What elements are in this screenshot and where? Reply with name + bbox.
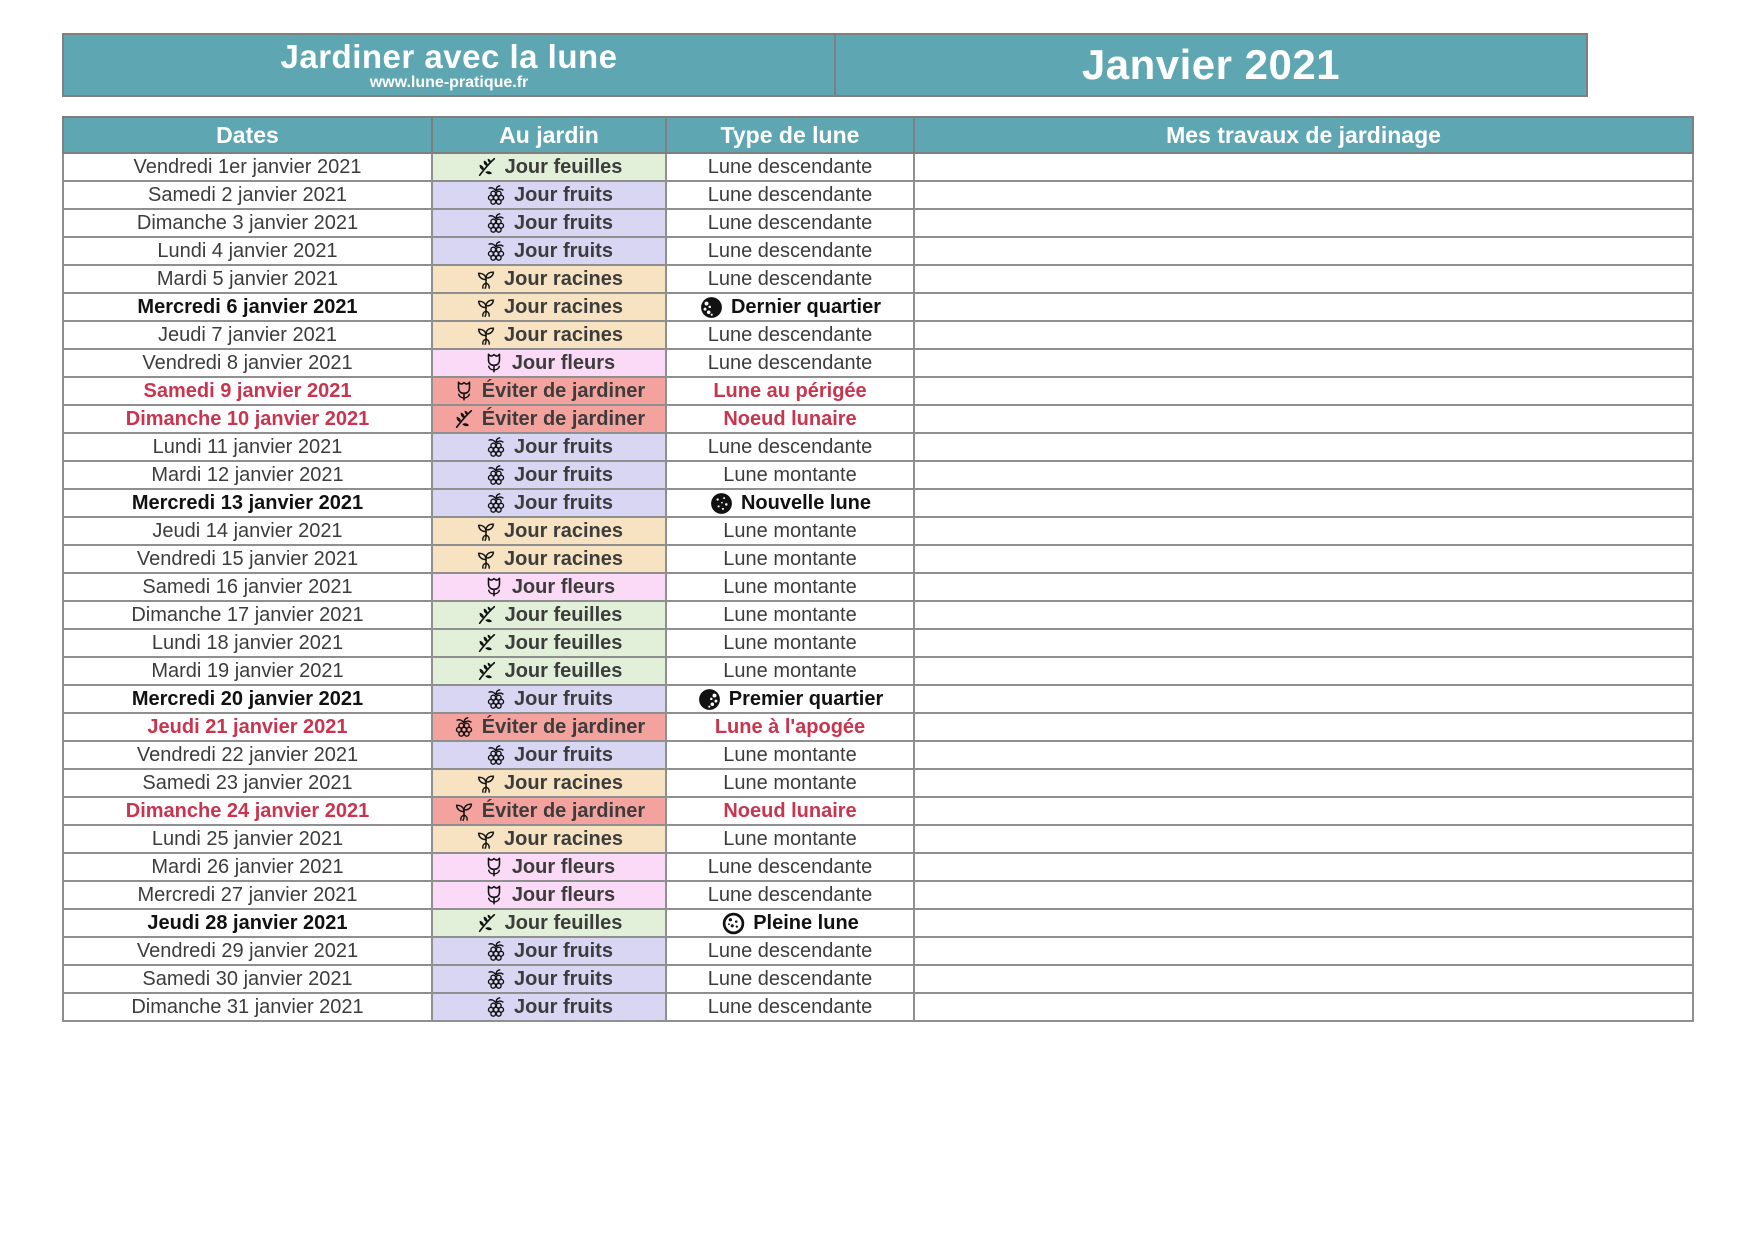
table-row [63,825,1693,853]
moon-type-cell [666,909,914,937]
berry-icon [485,436,507,458]
tulip-icon [453,380,475,402]
table-row [63,181,1693,209]
full-moon-icon [721,911,746,936]
garden-day-cell [432,741,666,769]
date-cell: Dimanche 17 janvier 2021 [63,601,432,629]
table-row [63,881,1693,909]
table-row [63,265,1693,293]
date-cell: Mardi 19 janvier 2021 [63,657,432,685]
garden-day-cell [432,713,666,741]
garden-day-cell [432,853,666,881]
moon-type-label: Lune montante [723,575,857,598]
moon-type-cell [666,769,914,797]
sprout-icon [475,548,497,570]
column-header-dates: Dates [63,117,432,153]
date-cell: Lundi 25 janvier 2021 [63,825,432,853]
moon-type-cell [666,321,914,349]
date-cell: Lundi 11 janvier 2021 [63,433,432,461]
garden-day-label: Jour fruits [514,491,613,514]
tulip-icon [483,884,505,906]
moon-type-cell [666,797,914,825]
garden-day-cell [432,293,666,321]
date-cell: Samedi 2 janvier 2021 [63,181,432,209]
garden-day-label: Jour feuilles [504,603,623,626]
moon-type-cell [666,293,914,321]
month-title: Janvier 2021 [1081,41,1341,88]
garden-day-label: Jour fruits [514,183,613,206]
moon-type-label: Lune à l'apogée [714,715,866,738]
notes-cell [914,293,1693,321]
notes-cell [914,741,1693,769]
garden-day-label: Jour fruits [514,939,613,962]
table-row [63,713,1693,741]
moon-type-cell [666,377,914,405]
garden-day-cell [432,433,666,461]
leaf-icon [476,660,498,682]
moon-type-cell [666,573,914,601]
notes-cell [914,321,1693,349]
moon-type-label: Lune montante [723,631,857,654]
leaf-icon [476,156,498,178]
date-cell: Lundi 18 janvier 2021 [63,629,432,657]
date-cell: Jeudi 28 janvier 2021 [63,909,432,937]
table-row [63,517,1693,545]
notes-cell [914,825,1693,853]
berry-icon [485,688,507,710]
moon-type-cell [666,405,914,433]
garden-day-label: Éviter de jardiner [481,799,646,822]
garden-day-label: Jour fruits [514,687,613,710]
date-cell: Samedi 23 janvier 2021 [63,769,432,797]
moon-type-cell [666,601,914,629]
table-row [63,993,1693,1021]
notes-cell [914,433,1693,461]
moon-type-label: Lune montante [723,463,857,486]
sprout-icon [475,828,497,850]
date-cell: Jeudi 14 janvier 2021 [63,517,432,545]
page-title: Jardiner avec la lune [280,37,618,75]
moon-type-cell [666,545,914,573]
moon-type-cell [666,629,914,657]
notes-cell [914,545,1693,573]
date-cell: Vendredi 8 janvier 2021 [63,349,432,377]
sprout-icon [475,296,497,318]
moon-type-label: Lune montante [723,827,857,850]
moon-type-label: Lune descendante [707,267,873,290]
column-header-au-jardin: Au jardin [432,117,666,153]
notes-cell [914,965,1693,993]
moon-type-cell [666,517,914,545]
moon-type-cell [666,965,914,993]
berry-icon [485,940,507,962]
sprout-icon [453,800,475,822]
table-row [63,853,1693,881]
table-row [63,349,1693,377]
garden-day-label: Jour fruits [514,463,613,486]
table-row [63,657,1693,685]
last-quarter-moon-icon [699,295,724,320]
moon-type-cell [666,181,914,209]
table-row [63,797,1693,825]
table-row [63,741,1693,769]
notes-cell [914,377,1693,405]
garden-day-cell [432,629,666,657]
garden-day-cell [432,377,666,405]
garden-day-cell [432,937,666,965]
garden-day-cell [432,797,666,825]
berry-icon [485,464,507,486]
date-cell: Lundi 4 janvier 2021 [63,237,432,265]
table-row [63,545,1693,573]
moon-type-cell [666,153,914,181]
garden-day-label: Jour fleurs [511,883,616,906]
garden-day-label: Jour feuilles [504,631,623,654]
tulip-icon [483,576,505,598]
notes-cell [914,181,1693,209]
date-cell: Vendredi 15 janvier 2021 [63,545,432,573]
moon-type-label: Dernier quartier [730,295,882,318]
garden-day-label: Jour racines [504,827,623,850]
garden-day-label: Jour fleurs [511,575,616,598]
moon-type-label: Lune montante [723,547,857,570]
moon-type-cell [666,825,914,853]
date-cell: Jeudi 21 janvier 2021 [63,713,432,741]
notes-cell [914,657,1693,685]
notes-cell [914,265,1693,293]
berry-icon [485,744,507,766]
table-row [63,685,1693,713]
notes-cell [914,853,1693,881]
garden-day-label: Éviter de jardiner [481,407,646,430]
garden-day-cell [432,685,666,713]
garden-day-label: Jour feuilles [504,659,623,682]
moon-type-label: Noeud lunaire [723,799,857,822]
date-cell: Mardi 26 janvier 2021 [63,853,432,881]
berry-icon [485,996,507,1018]
moon-type-cell [666,265,914,293]
moon-type-cell [666,993,914,1021]
date-cell: Dimanche 24 janvier 2021 [63,797,432,825]
date-cell: Dimanche 31 janvier 2021 [63,993,432,1021]
garden-day-cell [432,909,666,937]
garden-day-label: Jour fruits [514,435,613,458]
garden-day-cell [432,209,666,237]
date-cell: Mercredi 20 janvier 2021 [63,685,432,713]
notes-cell [914,517,1693,545]
moon-type-cell [666,461,914,489]
sprout-icon [475,520,497,542]
leaf-icon [476,604,498,626]
tulip-icon [483,352,505,374]
tulip-icon [483,856,505,878]
notes-cell [914,209,1693,237]
table-row [63,209,1693,237]
notes-cell [914,909,1693,937]
moon-type-label: Lune montante [723,519,857,542]
garden-day-label: Jour fleurs [511,351,616,374]
moon-type-cell [666,433,914,461]
garden-day-cell [432,461,666,489]
berry-icon [485,212,507,234]
date-cell: Dimanche 3 janvier 2021 [63,209,432,237]
garden-day-cell [432,601,666,629]
garden-day-cell [432,517,666,545]
moon-type-cell [666,657,914,685]
garden-day-label: Éviter de jardiner [481,379,646,402]
garden-day-cell [432,405,666,433]
moon-type-label: Lune descendante [707,323,873,346]
moon-type-label: Lune montante [723,659,857,682]
date-cell: Dimanche 10 janvier 2021 [63,405,432,433]
date-cell: Mardi 5 janvier 2021 [63,265,432,293]
column-header-type-de-lune: Type de lune [666,117,914,153]
garden-day-label: Jour racines [504,519,623,542]
date-cell: Mercredi 27 janvier 2021 [63,881,432,909]
sprout-icon [475,772,497,794]
moon-type-label: Lune descendante [707,211,873,234]
notes-cell [914,937,1693,965]
garden-day-cell [432,321,666,349]
leaf-icon [453,408,475,430]
garden-day-label: Jour racines [504,771,623,794]
berry-icon [485,184,507,206]
garden-day-label: Jour fruits [514,967,613,990]
table-row [63,461,1693,489]
notes-cell [914,461,1693,489]
date-cell: Mercredi 6 janvier 2021 [63,293,432,321]
moon-type-label: Lune descendante [707,183,873,206]
moon-type-label: Lune descendante [707,155,873,178]
date-cell: Vendredi 22 janvier 2021 [63,741,432,769]
month-banner [836,35,1586,95]
moon-type-label: Lune montante [723,603,857,626]
date-cell: Samedi 16 janvier 2021 [63,573,432,601]
garden-day-cell [432,237,666,265]
table-row [63,769,1693,797]
notes-cell [914,489,1693,517]
garden-day-label: Jour feuilles [504,911,623,934]
table-row [63,321,1693,349]
berry-icon [485,968,507,990]
moon-type-cell [666,237,914,265]
site-url: www.lune-pratique.fr [369,73,529,91]
garden-day-cell [432,993,666,1021]
sprout-icon [475,324,497,346]
garden-day-cell [432,153,666,181]
notes-cell [914,769,1693,797]
moon-type-cell [666,209,914,237]
date-cell: Jeudi 7 janvier 2021 [63,321,432,349]
date-cell: Vendredi 1er janvier 2021 [63,153,432,181]
table-row [63,937,1693,965]
garden-day-label: Jour fruits [514,211,613,234]
garden-day-label: Jour fleurs [511,855,616,878]
column-header-travaux: Mes travaux de jardinage [914,117,1693,153]
garden-day-cell [432,965,666,993]
date-cell: Samedi 9 janvier 2021 [63,377,432,405]
date-cell: Samedi 30 janvier 2021 [63,965,432,993]
moon-type-label: Lune montante [723,743,857,766]
moon-type-label: Lune descendante [707,883,873,906]
sprout-icon [475,268,497,290]
garden-day-cell [432,265,666,293]
notes-cell [914,629,1693,657]
garden-day-label: Jour racines [504,323,623,346]
moon-type-label: Lune descendante [707,351,873,374]
notes-cell [914,797,1693,825]
moon-type-label: Lune descendante [707,435,873,458]
moon-type-cell [666,489,914,517]
header-row [63,117,1693,153]
moon-type-label: Premier quartier [728,687,884,710]
moon-type-label: Lune montante [723,771,857,794]
table-row [63,965,1693,993]
notes-cell [914,601,1693,629]
table-row [63,909,1693,937]
moon-type-cell [666,741,914,769]
leaf-icon [476,632,498,654]
moon-type-label: Nouvelle lune [740,491,872,514]
moon-type-cell [666,713,914,741]
notes-cell [914,881,1693,909]
moon-type-label: Noeud lunaire [723,407,857,430]
garden-day-label: Jour fruits [514,239,613,262]
calendar-body [63,153,1693,1021]
table-row [63,629,1693,657]
notes-cell [914,237,1693,265]
moon-type-label: Lune descendante [707,967,873,990]
berry-icon [453,716,475,738]
first-quarter-moon-icon [697,687,722,712]
moon-type-cell [666,349,914,377]
table-row [63,489,1693,517]
moon-type-label: Lune descendante [707,995,873,1018]
moon-type-cell [666,853,914,881]
garden-day-label: Éviter de jardiner [481,715,646,738]
garden-day-cell [432,489,666,517]
garden-day-cell [432,181,666,209]
notes-cell [914,153,1693,181]
date-cell: Mardi 12 janvier 2021 [63,461,432,489]
table-row [63,601,1693,629]
table-row [63,153,1693,181]
moon-type-label: Lune descendante [707,855,873,878]
table-row [63,237,1693,265]
garden-day-cell [432,825,666,853]
garden-day-cell [432,657,666,685]
calendar-table [62,116,1694,1022]
notes-cell [914,349,1693,377]
table-row [63,433,1693,461]
notes-cell [914,993,1693,1021]
garden-day-label: Jour fruits [514,995,613,1018]
notes-cell [914,685,1693,713]
notes-cell [914,573,1693,601]
moon-type-label: Lune descendante [707,939,873,962]
moon-type-cell [666,881,914,909]
table-row [63,573,1693,601]
garden-day-cell [432,881,666,909]
berry-icon [485,492,507,514]
page-header [62,33,1588,97]
garden-day-cell [432,769,666,797]
moon-type-label: Lune descendante [707,239,873,262]
garden-day-label: Jour feuilles [504,155,623,178]
notes-cell [914,713,1693,741]
date-cell: Mercredi 13 janvier 2021 [63,489,432,517]
garden-day-label: Jour racines [504,295,623,318]
notes-cell [914,405,1693,433]
garden-day-cell [432,545,666,573]
table-row [63,293,1693,321]
berry-icon [485,240,507,262]
garden-day-label: Jour racines [504,547,623,570]
garden-day-label: Jour fruits [514,743,613,766]
table-row [63,405,1693,433]
site-title-banner [64,35,836,95]
moon-type-cell [666,685,914,713]
table-row [63,377,1693,405]
garden-day-label: Jour racines [504,267,623,290]
garden-day-cell [432,573,666,601]
moon-type-label: Lune au périgée [713,379,867,402]
date-cell: Vendredi 29 janvier 2021 [63,937,432,965]
new-moon-icon [709,491,734,516]
garden-day-cell [432,349,666,377]
moon-type-cell [666,937,914,965]
moon-type-label: Pleine lune [753,911,859,934]
leaf-icon [476,912,498,934]
